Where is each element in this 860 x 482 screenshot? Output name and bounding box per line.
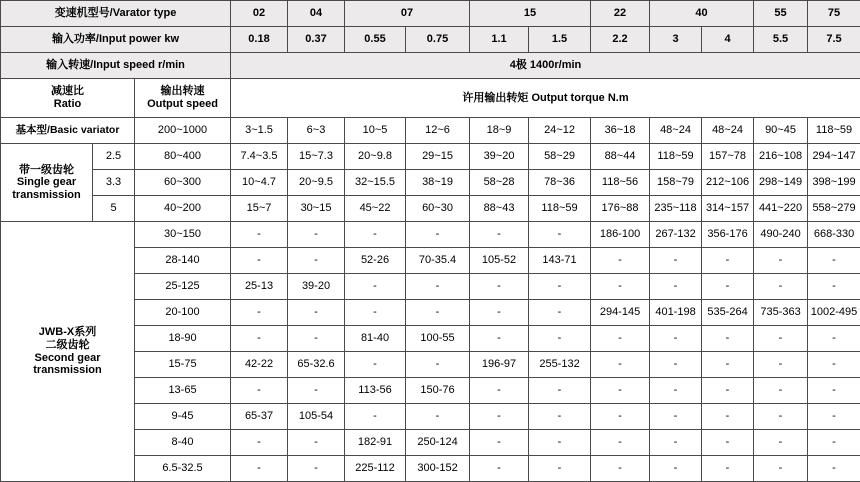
second-gear-9-v3: 300-152: [406, 456, 470, 482]
single-gear-0-v6: 88~44: [591, 144, 650, 170]
single-gear-1-v8: 212~106: [702, 170, 754, 196]
input-power-7: 3: [650, 27, 702, 53]
second-gear-8-v4: -: [470, 430, 529, 456]
single-gear-2-v8: 314~157: [702, 196, 754, 222]
second-gear-9-v1: -: [288, 456, 345, 482]
second-gear-0-v9: 490-240: [754, 222, 808, 248]
second-gear-7-v8: -: [702, 404, 754, 430]
second-gear-8-v1: -: [288, 430, 345, 456]
second-gear-7-v1: 105-54: [288, 404, 345, 430]
table-row-second-gear-0: [1, 222, 860, 248]
second-gear-0-v4: -: [470, 222, 529, 248]
second-gear-0-v7: 267-132: [650, 222, 702, 248]
second-gear-1-v3: 70-35.4: [406, 248, 470, 274]
second-gear-8-v5: -: [529, 430, 591, 456]
second-gear-2-v1: 39-20: [288, 274, 345, 300]
table-row-single-gear-3: [1, 196, 860, 222]
second-gear-8-v3: 250-124: [406, 430, 470, 456]
basic-variator-v8: 48~24: [702, 118, 754, 144]
single-gear-2-v4: 88~43: [470, 196, 529, 222]
second-gear-5-v5: 255-132: [529, 352, 591, 378]
basic-variator-v2: 10~5: [345, 118, 406, 144]
single-gear-ratio-1: 3.3: [93, 170, 135, 196]
single-gear-1-v3: 38~19: [406, 170, 470, 196]
second-gear-0-v1: -: [288, 222, 345, 248]
label-single-gear: [1, 144, 93, 222]
second-gear-6-v10: -: [808, 378, 860, 404]
single-gear-1-v4: 58~28: [470, 170, 529, 196]
basic-variator-v7: 48~24: [650, 118, 702, 144]
label-varator-type: 变速机型号/Varator type: [1, 1, 231, 27]
second-gear-7-v6: -: [591, 404, 650, 430]
second-gear-2-v7: -: [650, 274, 702, 300]
single-gear-1-v10: 398~199: [808, 170, 860, 196]
second-gear-speed-1: 28-140: [135, 248, 231, 274]
label-second-gear: [1, 222, 135, 482]
second-gear-5-v1: 65-32.6: [288, 352, 345, 378]
label-second-gear-l1: 二级齿轮: [1, 339, 134, 352]
second-gear-1-v10: -: [808, 248, 860, 274]
basic-variator-v4: 18~9: [470, 118, 529, 144]
varator-type-22: 22: [591, 1, 650, 27]
second-gear-9-v4: -: [470, 456, 529, 482]
single-gear-speed-0: 80~400: [135, 144, 231, 170]
single-gear-1-v9: 298~149: [754, 170, 808, 196]
input-power-1: 0.37: [288, 27, 345, 53]
input-power-0: 0.18: [231, 27, 288, 53]
second-gear-3-v0: -: [231, 300, 288, 326]
single-gear-1-v0: 10~4.7: [231, 170, 288, 196]
second-gear-9-v5: -: [529, 456, 591, 482]
label-single-gear-l2: transmission: [1, 189, 92, 202]
second-gear-8-v10: -: [808, 430, 860, 456]
label-input-speed: 输入转速/Input speed r/min: [1, 53, 231, 79]
second-gear-3-v2: -: [345, 300, 406, 326]
second-gear-2-v0: 25-13: [231, 274, 288, 300]
header-output-speed: [135, 79, 231, 118]
second-gear-0-v0: -: [231, 222, 288, 248]
single-gear-ratio-0: 2.5: [93, 144, 135, 170]
varator-type-40: 40: [650, 1, 754, 27]
single-gear-1-v1: 20~9.5: [288, 170, 345, 196]
second-gear-2-v2: -: [345, 274, 406, 300]
second-gear-9-v8: -: [702, 456, 754, 482]
single-gear-2-v9: 441~220: [754, 196, 808, 222]
second-gear-8-v0: -: [231, 430, 288, 456]
basic-variator-v10: 118~59: [808, 118, 860, 144]
basic-variator-v6: 36~18: [591, 118, 650, 144]
single-gear-0-v5: 58~29: [529, 144, 591, 170]
second-gear-7-v2: -: [345, 404, 406, 430]
single-gear-2-v6: 176~88: [591, 196, 650, 222]
varator-type-02: 02: [231, 1, 288, 27]
second-gear-7-v7: -: [650, 404, 702, 430]
second-gear-1-v9: -: [754, 248, 808, 274]
varator-type-15: 15: [470, 1, 591, 27]
second-gear-9-v9: -: [754, 456, 808, 482]
second-gear-0-v10: 668-330: [808, 222, 860, 248]
header-output-speed-cn: 输出转速: [135, 85, 230, 98]
label-second-gear-l3: transmission: [1, 364, 134, 377]
second-gear-8-v8: -: [702, 430, 754, 456]
second-gear-5-v2: -: [345, 352, 406, 378]
single-gear-0-v8: 157~78: [702, 144, 754, 170]
second-gear-6-v3: 150-76: [406, 378, 470, 404]
second-gear-5-v0: 42-22: [231, 352, 288, 378]
second-gear-2-v4: -: [470, 274, 529, 300]
second-gear-9-v0: -: [231, 456, 288, 482]
second-gear-speed-3: 20-100: [135, 300, 231, 326]
second-gear-2-v5: -: [529, 274, 591, 300]
single-gear-1-v5: 78~36: [529, 170, 591, 196]
second-gear-4-v1: -: [288, 326, 345, 352]
second-gear-1-v2: 52-26: [345, 248, 406, 274]
second-gear-2-v3: -: [406, 274, 470, 300]
label-input-power: 输入功率/Input power kw: [1, 27, 231, 53]
second-gear-4-v9: -: [754, 326, 808, 352]
single-gear-0-v9: 216~108: [754, 144, 808, 170]
second-gear-4-v0: -: [231, 326, 288, 352]
second-gear-5-v3: -: [406, 352, 470, 378]
single-gear-speed-1: 60~300: [135, 170, 231, 196]
basic-variator-v1: 6~3: [288, 118, 345, 144]
basic-variator-speed: 200~1000: [135, 118, 231, 144]
input-power-9: 5.5: [754, 27, 808, 53]
single-gear-2-v3: 60~30: [406, 196, 470, 222]
second-gear-1-v5: 143-71: [529, 248, 591, 274]
single-gear-0-v1: 15~7.3: [288, 144, 345, 170]
label-single-gear-l1: Single gear: [1, 176, 92, 189]
second-gear-8-v2: 182-91: [345, 430, 406, 456]
basic-variator-v5: 24~12: [529, 118, 591, 144]
second-gear-6-v9: -: [754, 378, 808, 404]
varator-type-07: 07: [345, 1, 470, 27]
second-gear-speed-2: 25-125: [135, 274, 231, 300]
input-speed-value: 4极 1400r/min: [231, 53, 860, 79]
second-gear-speed-5: 15-75: [135, 352, 231, 378]
second-gear-6-v7: -: [650, 378, 702, 404]
second-gear-1-v8: -: [702, 248, 754, 274]
second-gear-4-v8: -: [702, 326, 754, 352]
second-gear-7-v0: 65-37: [231, 404, 288, 430]
second-gear-3-v7: 401-198: [650, 300, 702, 326]
second-gear-3-v6: 294-145: [591, 300, 650, 326]
second-gear-speed-8: 8-40: [135, 430, 231, 456]
header-output-speed-en: Output speed: [135, 98, 230, 111]
second-gear-9-v10: -: [808, 456, 860, 482]
input-power-2: 0.55: [345, 27, 406, 53]
table-row-basic-variator: [1, 118, 860, 144]
second-gear-1-v4: 105-52: [470, 248, 529, 274]
second-gear-4-v5: -: [529, 326, 591, 352]
second-gear-3-v9: 735-363: [754, 300, 808, 326]
second-gear-7-v3: -: [406, 404, 470, 430]
second-gear-speed-0: 30~150: [135, 222, 231, 248]
second-gear-7-v5: -: [529, 404, 591, 430]
label-second-gear-l2: Second gear: [1, 352, 134, 365]
second-gear-1-v0: -: [231, 248, 288, 274]
table-row-single-gear-2: [1, 170, 860, 196]
header-ratio: [1, 79, 135, 118]
second-gear-0-v2: -: [345, 222, 406, 248]
second-gear-6-v8: -: [702, 378, 754, 404]
single-gear-0-v10: 294~147: [808, 144, 860, 170]
second-gear-3-v1: -: [288, 300, 345, 326]
second-gear-9-v7: -: [650, 456, 702, 482]
varator-type-75: 75: [808, 1, 860, 27]
single-gear-0-v4: 39~20: [470, 144, 529, 170]
second-gear-5-v10: -: [808, 352, 860, 378]
single-gear-2-v0: 15~7: [231, 196, 288, 222]
second-gear-speed-6: 13-65: [135, 378, 231, 404]
table-row-varator-type: [1, 1, 860, 27]
label-second-gear-l0: JWB-X系列: [1, 326, 134, 339]
second-gear-5-v6: -: [591, 352, 650, 378]
single-gear-speed-2: 40~200: [135, 196, 231, 222]
second-gear-3-v4: -: [470, 300, 529, 326]
single-gear-0-v7: 118~59: [650, 144, 702, 170]
header-ratio-cn: 减速比: [1, 85, 134, 98]
second-gear-7-v4: -: [470, 404, 529, 430]
input-power-8: 4: [702, 27, 754, 53]
single-gear-0-v0: 7.4~3.5: [231, 144, 288, 170]
label-basic-variator: 基本型/Basic variator: [1, 118, 135, 144]
single-gear-0-v3: 29~15: [406, 144, 470, 170]
second-gear-8-v9: -: [754, 430, 808, 456]
second-gear-4-v3: 100-55: [406, 326, 470, 352]
second-gear-3-v5: -: [529, 300, 591, 326]
single-gear-2-v2: 45~22: [345, 196, 406, 222]
basic-variator-v9: 90~45: [754, 118, 808, 144]
second-gear-4-v2: 81-40: [345, 326, 406, 352]
second-gear-8-v6: -: [591, 430, 650, 456]
second-gear-7-v9: -: [754, 404, 808, 430]
second-gear-6-v0: -: [231, 378, 288, 404]
second-gear-0-v6: 186-100: [591, 222, 650, 248]
varator-type-04: 04: [288, 1, 345, 27]
single-gear-2-v5: 118~59: [529, 196, 591, 222]
second-gear-speed-9: 6.5-32.5: [135, 456, 231, 482]
second-gear-3-v8: 535-264: [702, 300, 754, 326]
input-power-5: 1.5: [529, 27, 591, 53]
label-single-gear-l0: 带一级齿轮: [1, 164, 92, 177]
second-gear-4-v10: -: [808, 326, 860, 352]
second-gear-1-v7: -: [650, 248, 702, 274]
input-power-3: 0.75: [406, 27, 470, 53]
second-gear-0-v3: -: [406, 222, 470, 248]
single-gear-ratio-2: 5: [93, 196, 135, 222]
header-ratio-en: Ratio: [1, 98, 134, 111]
second-gear-9-v6: -: [591, 456, 650, 482]
second-gear-9-v2: 225-112: [345, 456, 406, 482]
second-gear-2-v8: -: [702, 274, 754, 300]
single-gear-2-v10: 558~279: [808, 196, 860, 222]
second-gear-0-v8: 356-176: [702, 222, 754, 248]
second-gear-speed-4: 18-90: [135, 326, 231, 352]
single-gear-1-v7: 158~79: [650, 170, 702, 196]
second-gear-1-v1: -: [288, 248, 345, 274]
second-gear-5-v8: -: [702, 352, 754, 378]
second-gear-6-v6: -: [591, 378, 650, 404]
input-power-4: 1.1: [470, 27, 529, 53]
table-row-single-gear-1: [1, 144, 860, 170]
table-row-input-power: [1, 27, 860, 53]
second-gear-4-v7: -: [650, 326, 702, 352]
second-gear-2-v6: -: [591, 274, 650, 300]
single-gear-1-v6: 118~56: [591, 170, 650, 196]
second-gear-6-v4: -: [470, 378, 529, 404]
table-row-subheaders: [1, 79, 860, 118]
table-row-input-speed: [1, 53, 860, 79]
second-gear-4-v6: -: [591, 326, 650, 352]
second-gear-3-v3: -: [406, 300, 470, 326]
second-gear-speed-7: 9-45: [135, 404, 231, 430]
single-gear-1-v2: 32~15.5: [345, 170, 406, 196]
second-gear-5-v4: 196-97: [470, 352, 529, 378]
varator-type-55: 55: [754, 1, 808, 27]
second-gear-6-v2: 113-56: [345, 378, 406, 404]
second-gear-3-v10: 1002-495: [808, 300, 860, 326]
basic-variator-v0: 3~1.5: [231, 118, 288, 144]
second-gear-8-v7: -: [650, 430, 702, 456]
input-power-10: 7.5: [808, 27, 860, 53]
second-gear-1-v6: -: [591, 248, 650, 274]
second-gear-5-v7: -: [650, 352, 702, 378]
second-gear-2-v9: -: [754, 274, 808, 300]
second-gear-0-v5: -: [529, 222, 591, 248]
second-gear-6-v5: -: [529, 378, 591, 404]
second-gear-5-v9: -: [754, 352, 808, 378]
second-gear-7-v10: -: [808, 404, 860, 430]
basic-variator-v3: 12~6: [406, 118, 470, 144]
second-gear-2-v10: -: [808, 274, 860, 300]
second-gear-6-v1: -: [288, 378, 345, 404]
single-gear-2-v1: 30~15: [288, 196, 345, 222]
second-gear-4-v4: -: [470, 326, 529, 352]
single-gear-0-v2: 20~9.8: [345, 144, 406, 170]
input-power-6: 2.2: [591, 27, 650, 53]
single-gear-2-v7: 235~118: [650, 196, 702, 222]
header-output-torque: 许用输出转矩 Output torque N.m: [231, 79, 860, 118]
